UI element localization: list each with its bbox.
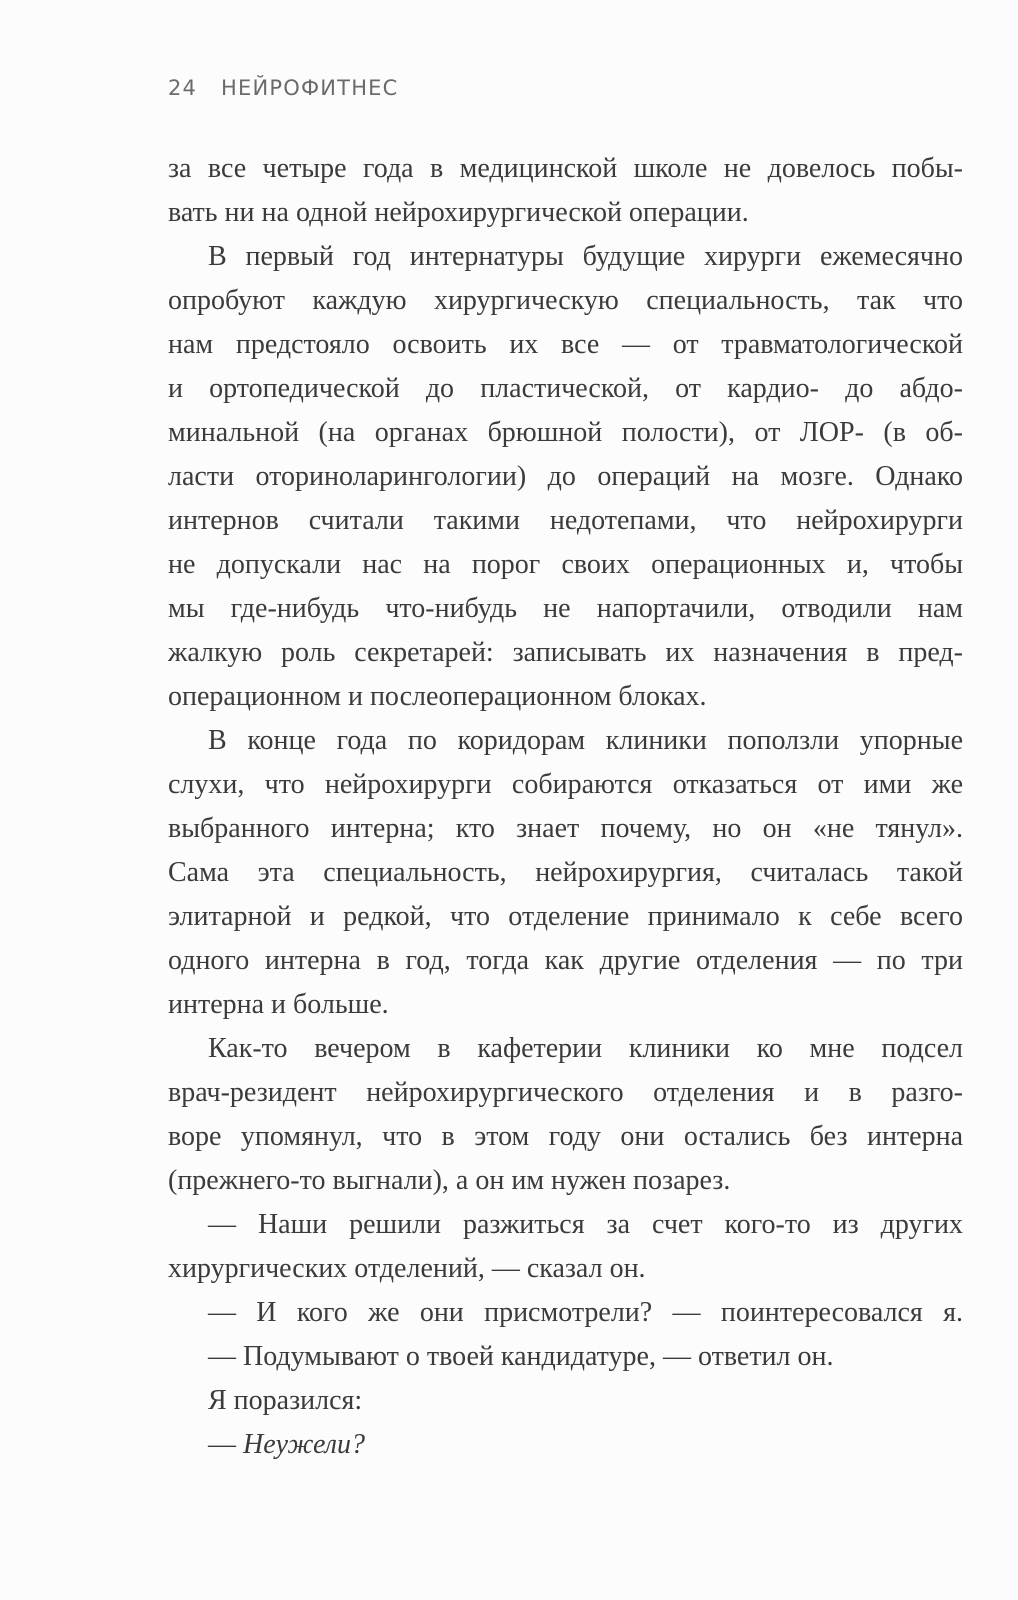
page-number: 24 — [168, 76, 198, 100]
text-line: Я поразился: — [208, 1385, 363, 1416]
text-line: вать ни на одной нейрохирургической операции. — [168, 197, 749, 228]
book-title: НЕЙРОФИТНЕС — [221, 76, 399, 100]
text-line: ласти оториноларингологии) до операций на мозге. Однако — [168, 461, 963, 492]
text-line: воре упомянул, что в этом году они остались без интерна — [168, 1121, 963, 1152]
running-head — [168, 76, 399, 100]
text-line: операционном и послеоперационном блоках. — [168, 681, 707, 712]
text-line: не допускали нас на порог своих операционных и, чтобы — [168, 549, 963, 580]
text-line: мы где-нибудь что-нибудь не напортачили, отводили нам — [168, 593, 963, 624]
text-line: интерна и больше. — [168, 989, 389, 1020]
text-line: жалкую роль секретарей: записывать их назначения в пред- — [168, 637, 963, 668]
dialogue-line — [168, 1423, 963, 1467]
text-line: минальной (на органах брюшной полости), от ЛОР- (в об- — [168, 417, 963, 448]
text-line: одного интерна в год, тогда как другие отделения — по три — [168, 945, 963, 976]
dialogue-line: — Подумывают о твоей кандидатуре, — ответил он. — [208, 1341, 834, 1372]
dialogue-line: хирургических отделений, — сказал он. — [168, 1253, 646, 1284]
text-line: слухи, что нейрохирурги собираются отказаться от ими же — [168, 769, 963, 800]
text-line: опробуют каждую хирургическую специальность, так что — [168, 285, 963, 316]
text-line: интернов считали такими недотепами, что нейрохирурги — [168, 505, 963, 536]
dialogue-line: — И кого же они присмотрели? — поинтересовался я. — [208, 1297, 963, 1328]
dialogue-line: — Наши решили разжиться за счет кого-то из других — [208, 1209, 963, 1240]
text-line: Сама эта специальность, нейрохирургия, считалась такой — [168, 857, 963, 888]
text-line: за все четыре года в медицинской школе не довелось побы- — [168, 153, 963, 184]
text-line: Как-то вечером в кафетерии клиники ко мне подсел — [208, 1033, 963, 1064]
body-text — [168, 147, 963, 1467]
text-line: В конце года по коридорам клиники поползли упорные — [208, 725, 963, 756]
text-line: (прежнего-то выгнали), а он им нужен позарез. — [168, 1165, 731, 1196]
italic-word: Неужели? — [243, 1429, 365, 1460]
text-line: выбранного интерна; кто знает почему, но он «не тянул». — [168, 813, 963, 844]
text-line: и ортопедической до пластической, от кардио- до абдо- — [168, 373, 963, 404]
text-line: элитарной и редкой, что отделение принимало к себе всего — [168, 901, 963, 932]
dialogue-dash: — — [208, 1429, 243, 1460]
text-line: врач-резидент нейрохирургического отделения и в разго- — [168, 1077, 963, 1108]
text-line: В первый год интернатуры будущие хирурги ежемесячно — [208, 241, 963, 272]
text-line: нам предстояло освоить их все — от травматологической — [168, 329, 963, 360]
